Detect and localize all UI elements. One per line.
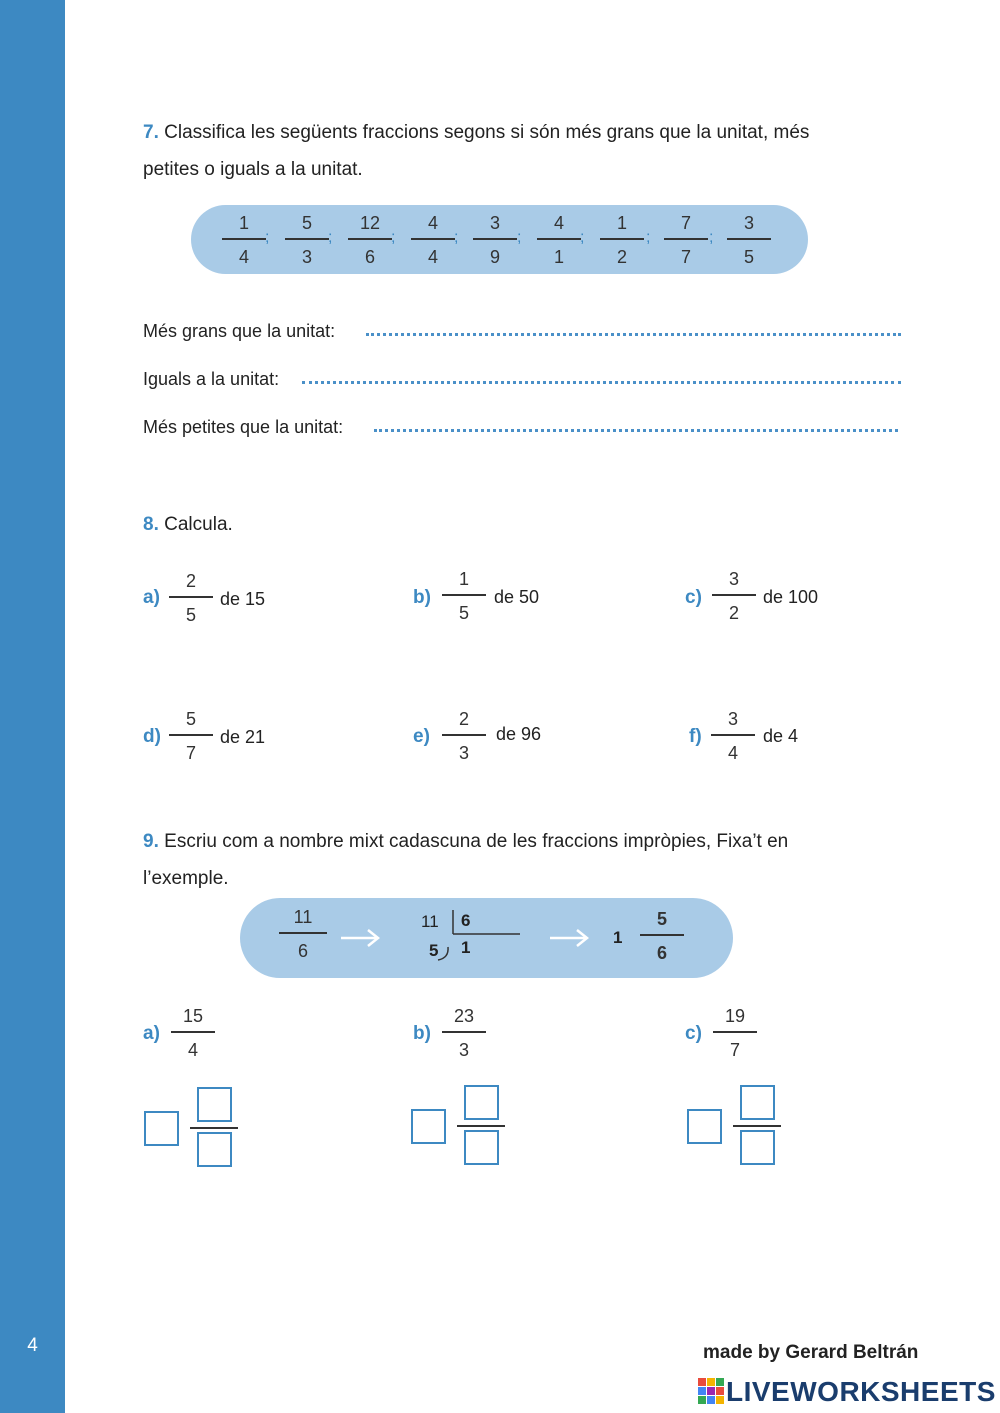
fraction-2: 5 3 xyxy=(285,212,329,268)
liveworksheets-brand: LIVEWORKSHEETS xyxy=(726,1376,996,1407)
fraction-separator: ; xyxy=(391,229,396,246)
q9-fraction-b: 23 3 xyxy=(442,1005,486,1061)
sidebar-stripe xyxy=(0,0,65,1413)
remainder-curve-icon xyxy=(436,944,452,964)
q8-text-d: de 21 xyxy=(220,727,266,747)
question-8-number: 8. xyxy=(143,514,159,535)
example-result-whole: 1 xyxy=(613,928,623,947)
question-9-text: Escriu com a nombre mixt cadascuna de les fraccions impròpies, Fixa’t en l’exemple. xyxy=(143,831,789,889)
q8-fraction-a: 2 5 xyxy=(169,570,213,626)
liveworksheets-logo-icon xyxy=(698,1378,724,1404)
fraction-4: 4 4 xyxy=(411,212,455,268)
q8-label-d: d) xyxy=(143,726,161,747)
q8-fraction-e: 2 3 xyxy=(442,708,486,764)
q9-fraction-a: 15 4 xyxy=(171,1005,215,1061)
q8-text-e: de 96 xyxy=(496,724,542,744)
q8-fraction-c: 3 2 xyxy=(712,568,756,624)
fraction-7: 1 2 xyxy=(600,212,644,268)
fraction-separator: ; xyxy=(646,229,651,246)
q9a-denominator-box[interactable] xyxy=(197,1132,232,1167)
q8-label-a: a) xyxy=(143,587,160,608)
author-credit: made by Gerard Beltrán xyxy=(703,1342,919,1363)
example-remainder: 5 xyxy=(429,941,439,960)
fraction-separator: ; xyxy=(454,229,459,246)
fraction-9: 3 5 xyxy=(727,212,771,268)
q8-text-c: de 100 xyxy=(763,587,819,607)
answer-equal-field[interactable] xyxy=(302,381,901,384)
fraction-3: 12 6 xyxy=(348,212,392,268)
q8-fraction-f: 3 4 xyxy=(711,708,755,764)
fraction-separator: ; xyxy=(709,229,714,246)
q8-fraction-b: 1 5 xyxy=(442,568,486,624)
q8-label-c: c) xyxy=(685,587,702,608)
example-dividend: 11 xyxy=(421,912,439,931)
fraction-separator: ; xyxy=(328,229,333,246)
q8-text-b: de 50 xyxy=(494,587,540,607)
q8-text-f: de 4 xyxy=(763,726,799,746)
q9-label-c: c) xyxy=(685,1023,702,1044)
q9a-whole-box[interactable] xyxy=(144,1111,179,1146)
q9b-whole-box[interactable] xyxy=(411,1109,446,1144)
question-8-text: Calcula. xyxy=(164,514,233,535)
q9c-whole-box[interactable] xyxy=(687,1109,722,1144)
q9b-numerator-box[interactable] xyxy=(464,1085,499,1120)
fraction-5: 3 9 xyxy=(473,212,517,268)
answer-greater-label: Més grans que la unitat: xyxy=(143,321,336,341)
q9-fraction-c: 19 7 xyxy=(713,1005,757,1061)
fraction-separator: ; xyxy=(580,229,585,246)
q8-label-e: e) xyxy=(413,726,430,747)
page-number: 4 xyxy=(27,1335,38,1356)
question-7 xyxy=(143,114,863,188)
question-9 xyxy=(143,823,863,897)
q9a-numerator-box[interactable] xyxy=(197,1087,232,1122)
answer-smaller-label: Més petites que la unitat: xyxy=(143,417,344,437)
question-9-number: 9. xyxy=(143,831,159,852)
q8-text-a: de 15 xyxy=(220,589,266,609)
q9b-fraction-bar xyxy=(457,1125,505,1127)
answer-smaller-field[interactable] xyxy=(374,429,898,432)
answer-equal-label: Iguals a la unitat: xyxy=(143,369,280,389)
q9a-fraction-bar xyxy=(190,1127,238,1129)
answer-greater-field[interactable] xyxy=(366,333,901,336)
division-bracket-icon xyxy=(448,908,522,936)
q9-label-b: b) xyxy=(413,1023,431,1044)
question-8 xyxy=(143,506,863,543)
question-7-number: 7. xyxy=(143,122,159,143)
q8-label-f: f) xyxy=(689,726,702,747)
q8-fraction-d: 5 7 xyxy=(169,708,213,764)
q9c-numerator-box[interactable] xyxy=(740,1085,775,1120)
question-7-text: Classifica les següents fraccions segons si són més grans que la unitat, més petites o iguals a la unitat. xyxy=(143,122,810,180)
example-result-fraction: 5 6 xyxy=(640,908,684,964)
example-quotient: 1 xyxy=(461,938,471,957)
fraction-1: 1 4 xyxy=(222,212,266,268)
example-divisor: 6 xyxy=(461,911,471,930)
q9b-denominator-box[interactable] xyxy=(464,1130,499,1165)
fraction-8: 7 7 xyxy=(664,212,708,268)
example-fraction: 11 6 xyxy=(279,906,327,962)
arrow-right-icon xyxy=(549,928,589,948)
q9-label-a: a) xyxy=(143,1023,160,1044)
fraction-6: 4 1 xyxy=(537,212,581,268)
q8-label-b: b) xyxy=(413,587,431,608)
arrow-right-icon xyxy=(340,928,380,948)
fraction-separator: ; xyxy=(265,229,270,246)
fraction-separator: ; xyxy=(517,229,522,246)
q9c-denominator-box[interactable] xyxy=(740,1130,775,1165)
q9c-fraction-bar xyxy=(733,1125,781,1127)
